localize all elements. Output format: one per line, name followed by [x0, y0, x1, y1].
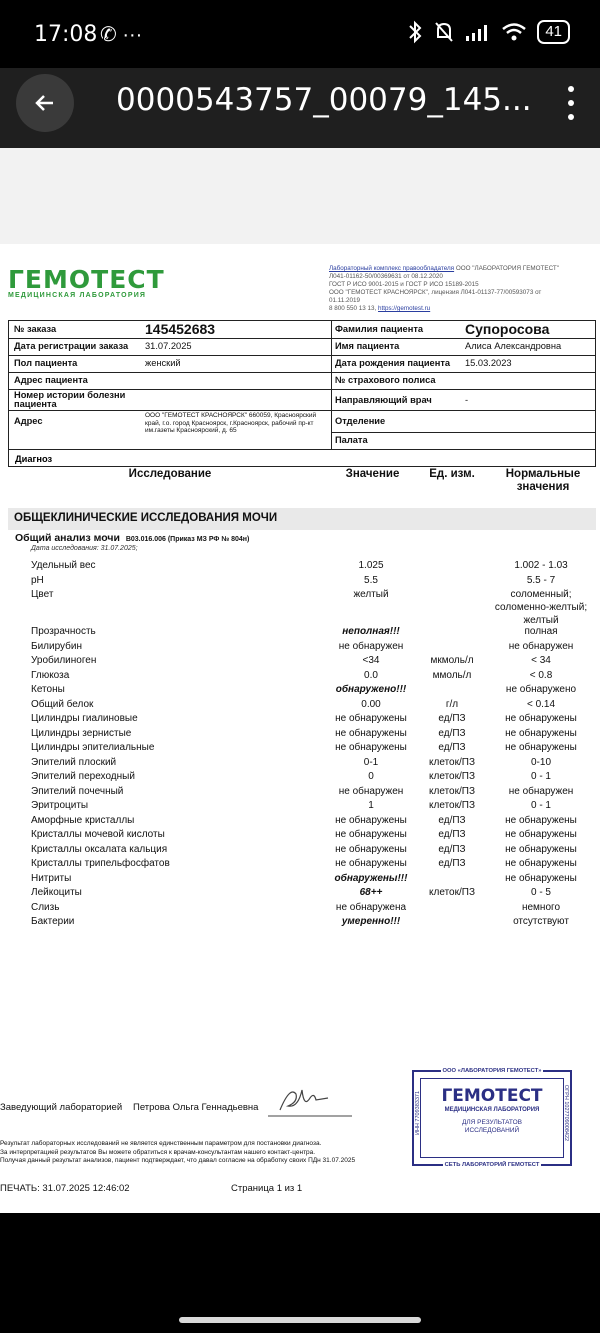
result-norm: полная — [524, 626, 558, 637]
header-norm: Нормальные значения — [505, 468, 581, 493]
result-norm: не обнаружены — [505, 858, 577, 869]
history-number-label: Номер истории болезни пациента — [14, 390, 126, 409]
home-gesture-handle[interactable] — [179, 1317, 421, 1323]
lab-logo — [8, 265, 165, 299]
gender-label: Пол пациента — [14, 358, 78, 368]
back-button[interactable] — [16, 74, 74, 132]
result-norm: < 0.8 — [529, 669, 553, 681]
gender: женский — [145, 358, 181, 368]
result-unit: ед/ПЗ — [438, 742, 466, 753]
order-number: 145452683 — [145, 321, 216, 337]
navigation-bar — [0, 1213, 600, 1333]
result-name: Эпителий почечный — [31, 785, 124, 797]
result-name: Цилиндры эпителиальные — [31, 742, 155, 753]
result-value: не обнаружена — [335, 901, 407, 913]
ward-label: Палата — [335, 435, 368, 445]
logo-name: ГЕМОТЕСТ — [8, 265, 165, 294]
result-value: <34 — [362, 655, 380, 666]
result-value: не обнаружены — [335, 713, 407, 724]
result-value: обнаружено!!! — [335, 684, 407, 695]
result-value: 5.5 — [364, 574, 378, 586]
result-value: не обнаружены — [335, 814, 407, 826]
signature-image — [268, 1080, 354, 1120]
result-name: Эритроциты — [31, 800, 89, 811]
result-name: Бактерии — [31, 916, 75, 927]
lab-complex-link[interactable]: Лабораторный комплекс правообладателя — [329, 265, 455, 272]
result-unit: мкмоль/л — [430, 655, 474, 666]
result-value: желтый — [353, 589, 389, 600]
result-norm: соломенный; соломенно-желтый; желтый — [494, 589, 588, 626]
result-unit: клеток/ПЗ — [429, 785, 475, 797]
result-unit: ед/ПЗ — [438, 713, 466, 724]
subsection-title: Общий анализ мочи В03.016.006 (Приказ МЗ РФ № 804н) — [15, 532, 250, 544]
result-name: Эпителий переходный — [31, 771, 135, 782]
result-name: Аморфные кристаллы — [31, 814, 135, 826]
result-name: Цилиндры гиалиновые — [31, 713, 138, 724]
result-norm: не обнаружены — [505, 829, 577, 840]
result-value: 0-1 — [363, 756, 379, 768]
department-label: Отделение — [335, 416, 386, 426]
result-value: не обнаружены — [335, 727, 407, 739]
mute-icon — [433, 20, 455, 44]
result-value: 1 — [368, 800, 374, 811]
result-unit: ед/ПЗ — [438, 843, 466, 855]
result-value: 0 — [368, 771, 374, 782]
result-norm: < 0.14 — [526, 698, 556, 710]
result-norm: 1.002 - 1.03 — [514, 560, 568, 571]
result-norm: не обнаружены — [505, 814, 577, 826]
header-value: Значение — [345, 468, 400, 480]
insurance-label: № страхового полиса — [335, 375, 436, 385]
result-unit: ед/ПЗ — [438, 814, 466, 826]
name-label: Имя пациента — [335, 341, 400, 351]
surname: Супоросова — [465, 321, 550, 337]
arrow-left-icon — [33, 91, 57, 115]
result-name: Слизь — [31, 901, 60, 913]
result-value: не обнаружен — [338, 785, 404, 797]
result-value: не обнаружены — [335, 843, 407, 855]
result-norm: не обнаружены — [505, 742, 577, 753]
result-norm: 0 - 1 — [530, 800, 551, 811]
notification-icons: ✆ ··· — [100, 24, 143, 46]
result-unit: ед/ПЗ — [438, 829, 466, 840]
result-value: не обнаружены — [335, 829, 407, 840]
result-name: Кетоны — [31, 684, 65, 695]
print-date: ПЕЧАТЬ: 31.07.2025 12:46:02 — [0, 1183, 130, 1194]
result-name: Кристаллы мочевой кислоты — [31, 829, 165, 840]
result-name: Эпителий плоский — [31, 756, 117, 768]
result-norm: не обнаружено — [505, 684, 577, 695]
status-icons — [407, 20, 570, 44]
result-norm: 0 - 1 — [530, 771, 551, 782]
surname-label: Фамилия пациента — [335, 324, 424, 334]
reg-date-label: Дата регистрации заказа — [14, 341, 129, 351]
header-study: Исследование — [128, 468, 212, 480]
birth-date-label: Дата рождения пациента — [335, 358, 451, 368]
result-value: умеренно!!! — [341, 916, 401, 927]
result-name: Кристаллы оксалата кальция — [31, 843, 168, 855]
result-norm: не обнаружен — [508, 640, 574, 652]
result-unit: клеток/ПЗ — [429, 800, 475, 811]
birth-date: 15.03.2023 — [465, 358, 512, 368]
result-value: обнаружены!!! — [334, 872, 408, 884]
result-unit: клеток/ПЗ — [429, 756, 475, 768]
result-norm: 5.5 - 7 — [526, 574, 556, 586]
result-value: 1.025 — [358, 560, 384, 571]
lab-stamp: ООО «ЛАБОРАТОРИЯ ГЕМОТЕСТ» ГЕМОТЕСТ МЕДИЦИНСКАЯ ЛАБОРАТОРИЯ ДЛЯ РЕЗУЛЬТАТОВ ИССЛЕДОВАНИЙ ИНН 7709383371 ОГРН 1027709008422 СЕТЬ ЛАБОРАТОРИЙ ГЕМОТЕСТ — [412, 1070, 572, 1166]
more-options-button[interactable] — [564, 86, 578, 120]
result-unit: ед/ПЗ — [438, 727, 466, 739]
result-value: 68++ — [359, 887, 383, 898]
result-unit: г/л — [445, 698, 459, 710]
logo-subtitle: МЕДИЦИНСКАЯ ЛАБОРАТОРИЯ — [8, 292, 147, 299]
status-time: 17:08 — [34, 22, 98, 47]
result-unit: ммоль/л — [432, 669, 472, 681]
result-unit: клеток/ПЗ — [429, 771, 475, 782]
result-value: 0.0 — [364, 669, 378, 681]
order-number-label: № заказа — [14, 324, 57, 334]
header-unit: Ед. изм. — [429, 468, 475, 480]
result-name: Кристаллы трипельфосфатов — [31, 858, 170, 869]
wifi-icon — [501, 22, 527, 42]
doctor: - — [465, 395, 469, 405]
result-norm: не обнаружены — [505, 713, 577, 724]
address: ООО "ГЕМОТЕСТ КРАСНОЯРСК" 660059, Красноярский край, г.о. город Красноярск, г.Красноярск, рабочий пр-кт им.газеты Красноярский, д. 65 — [145, 412, 317, 435]
result-unit: ед/ПЗ — [438, 858, 466, 869]
result-norm: 0-10 — [530, 756, 551, 768]
result-name: Общий белок — [31, 698, 94, 710]
result-value: неполная!!! — [342, 626, 400, 637]
doctor-label: Направляющий врач — [335, 395, 432, 405]
result-norm: < 34 — [531, 655, 551, 666]
lab-info: Лабораторный комплекс правообладателя ООО "ЛАБОРАТОРИЯ ГЕМОТЕСТ" Л041-01162-50/00369631 от 08.12.2020 ГОСТ Р ИСО 9001-2015 и ГОСТ Р ИСО 15189-2015 ООО "ГЕМОТЕСТ КРАСНОЯРСК", лицензия Л041-01137-77/00593073 от 01.11.2019 8 800 550 13 13, https://gemotest.ru — [329, 265, 560, 312]
result-unit: клеток/ПЗ — [429, 887, 475, 898]
reg-date: 31.07.2025 — [145, 341, 192, 351]
result-name: Билирубин — [31, 640, 82, 652]
diagnosis-row — [8, 450, 596, 467]
patient-info-table — [8, 320, 596, 450]
head-name: Петрова Ольга Геннадьевна — [133, 1102, 259, 1113]
diagnosis-label: Диагноз — [15, 454, 53, 464]
name: Алиса Александровна — [465, 341, 562, 351]
result-name: Удельный вес — [31, 560, 96, 571]
head-label: Заведующий лабораторией — [0, 1102, 123, 1113]
bluetooth-icon — [407, 20, 423, 44]
status-bar — [0, 0, 600, 68]
patient-address-label: Адрес пациента — [14, 375, 88, 385]
page-number: Страница 1 из 1 — [231, 1183, 303, 1194]
result-value: не обнаружены — [335, 742, 407, 753]
result-name: Нитриты — [31, 872, 72, 884]
signal-icon — [465, 22, 491, 42]
disclaimer: Результат лабораторных исследований не является единственным параметром для постановки диагноза. За интерпретацией результатов Вы можете обратиться к врачам-консультантам нашего контакт-центра. Получая данный результат анализов, пациент подтверждает, что давал согласие на обработку своих ПДн 31.07.2025 — [0, 1140, 356, 1164]
result-norm: 0 - 5 — [530, 887, 551, 898]
document-title: 0000543757_00079_145... — [116, 82, 532, 118]
result-name: Прозрачность — [31, 626, 96, 637]
result-name: pH — [31, 574, 44, 586]
result-norm: немного — [521, 901, 561, 913]
result-name: Цилиндры зернистые — [31, 727, 132, 739]
result-name: Уробилиноген — [31, 655, 97, 666]
address-label: Адрес — [14, 416, 43, 426]
result-name: Цвет — [31, 589, 54, 600]
study-date: Дата исследования: 31.07.2025; — [31, 545, 138, 552]
battery-icon: 41 — [537, 20, 570, 44]
result-value: 0.00 — [361, 698, 381, 710]
result-name: Лейкоциты — [31, 887, 82, 898]
result-name: Глюкоза — [31, 669, 70, 681]
app-bar — [0, 68, 600, 148]
result-norm: не обнаружены — [505, 872, 577, 884]
section-title: ОБЩЕКЛИНИЧЕСКИЕ ИССЛЕДОВАНИЯ МОЧИ — [8, 508, 596, 530]
result-norm: не обнаружены — [505, 727, 577, 739]
result-norm: не обнаружены — [505, 843, 577, 855]
result-value: не обнаружены — [335, 858, 407, 869]
result-norm: отсутствуют — [513, 916, 569, 927]
document-viewer[interactable] — [0, 148, 600, 1213]
result-value: не обнаружен — [338, 640, 404, 652]
subsection-code: В03.016.006 (Приказ МЗ РФ № 804н) — [125, 536, 250, 543]
document-page — [0, 244, 600, 1214]
website-link[interactable]: https://gemotest.ru — [378, 305, 431, 312]
result-norm: не обнаружен — [508, 785, 574, 797]
